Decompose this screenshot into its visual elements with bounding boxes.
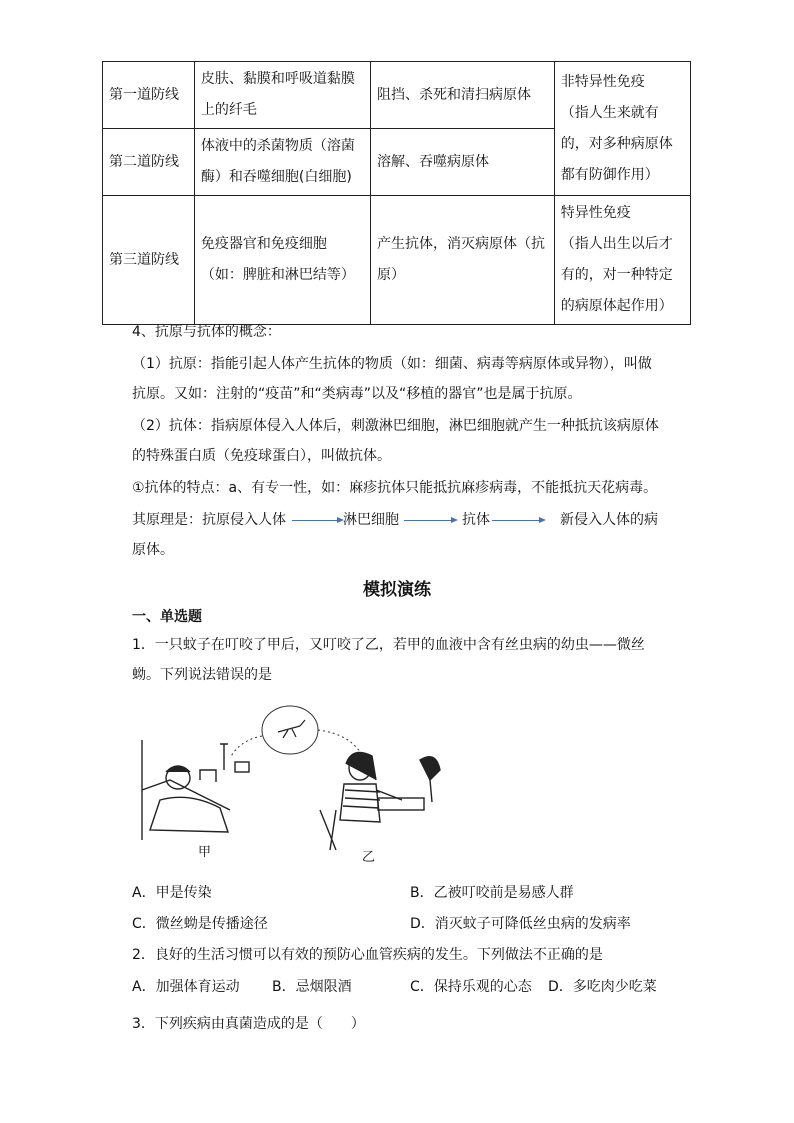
q1-line-2: 蚴。下列说法错误的是 xyxy=(132,667,272,683)
antibody-feature: ①抗体的特点：a、有专一性，如：麻疹抗体只能抵抗麻疹病毒，不能抵抗天花病毒。 xyxy=(132,480,658,496)
antibody-line-1: （2）抗体：指病原体侵入人体后，刺激淋巴细胞，淋巴细胞就产生一种抵抗该病原体 xyxy=(132,418,659,434)
immune-defense-table xyxy=(102,61,691,325)
row3-composition: 免疫器官和免疫细胞（如：脾脏和淋巴结等） xyxy=(194,196,370,325)
arrow-icon xyxy=(292,520,342,521)
specific-note: （指人出生以后才有的，对一种特定的病原体起作用） xyxy=(560,236,673,314)
q2-option-d[interactable]: D．多吃肉少吃菜 xyxy=(548,979,657,995)
q2-option-b[interactable]: B．忌烟限酒 xyxy=(272,979,352,995)
q1-option-b[interactable]: B．乙被叮咬前是易感人群 xyxy=(410,885,574,901)
q1-option-c[interactable]: C．微丝蚴是传播途径 xyxy=(132,916,268,932)
principle-step4: 新侵入人体的病 xyxy=(560,512,658,528)
figure-label-b: 乙 xyxy=(362,850,376,865)
figure-label-a: 甲 xyxy=(198,845,212,860)
person-a-in-bed xyxy=(142,740,249,840)
antibody-line-2: 的特殊蛋白质（免疫球蛋白），叫做抗体。 xyxy=(132,448,391,464)
row1-function: 阻挡、杀死和清扫病原体 xyxy=(370,62,554,129)
person-b-at-desk xyxy=(320,752,440,850)
principle-end: 原体。 xyxy=(132,542,174,558)
concept-heading: 4、抗原与抗体的概念： xyxy=(132,324,281,340)
arrow-icon xyxy=(492,520,544,521)
principle-step2: 淋巴细胞 xyxy=(343,512,399,528)
q1-option-a[interactable]: A．甲是传染 xyxy=(132,885,212,901)
mosquito-circle xyxy=(262,706,318,754)
q2-text: 2．良好的生活习惯可以有效的预防心血管疾病的发生。下列做法不正确的是 xyxy=(132,947,603,963)
row2-function: 溶解、吞噬病原体 xyxy=(370,129,554,196)
antigen-line-1: （1）抗原：指能引起人体产生抗体的物质（如：细菌、病毒等病原体或异物），叫做 xyxy=(132,356,652,372)
arrow-icon xyxy=(404,520,456,521)
q2-option-a[interactable]: A．加强体育运动 xyxy=(132,979,240,995)
q1-line-1: 1．一只蚊子在叮咬了甲后，又叮咬了乙，若甲的血液中含有丝虫病的幼虫——微丝 xyxy=(132,637,645,653)
row2-composition: 体液中的杀菌物质（溶菌酶）和吞噬细胞(白细胞) xyxy=(194,129,370,196)
row1-line: 第一道防线 xyxy=(103,62,195,129)
row3-line: 第三道防线 xyxy=(103,196,195,325)
nonspecific-title: 非特异性免疫 xyxy=(560,73,645,90)
row2-line: 第二道防线 xyxy=(103,129,195,196)
practice-title: 模拟演练 xyxy=(363,580,431,600)
row3-function: 产生抗体，消灭病原体（抗原） xyxy=(370,196,554,325)
q3-text: 3．下列疾病由真菌造成的是（ ） xyxy=(132,1016,365,1032)
q2-option-c[interactable]: C．保持乐观的心态 xyxy=(410,979,532,995)
antigen-line-2: 抗原。又如：注射的“疫苗”和“类病毒”以及“移植的器官”也是属于抗原。 xyxy=(132,386,582,402)
row1-composition: 皮肤、黏膜和呼吸道黏膜上的纤毛 xyxy=(194,62,370,129)
nonspecific-note: （指人生来就有的，对多种病原体都有防御作用） xyxy=(560,104,673,183)
specific-title: 特异性免疫 xyxy=(560,205,631,221)
principle-step3: 抗体 xyxy=(462,512,490,528)
principle-prefix: 其原理是：抗原侵入人体 xyxy=(132,512,286,528)
q1-option-d[interactable]: D．消灭蚊子可降低丝虫病的发病率 xyxy=(410,916,631,932)
section-heading: 一、单选题 xyxy=(132,609,202,625)
mosquito-illustration xyxy=(140,700,450,860)
